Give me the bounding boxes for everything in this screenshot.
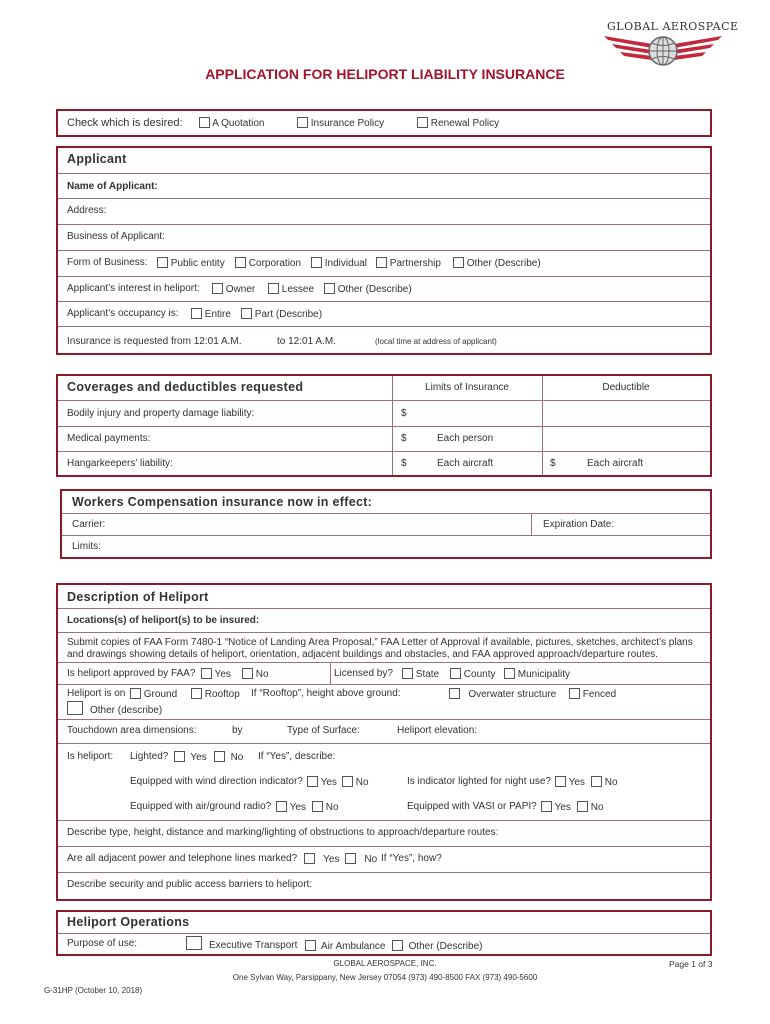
individual-checkbox[interactable] xyxy=(311,257,322,268)
bodily-injury-dollar: $ xyxy=(401,408,407,419)
radio-no-checkbox[interactable] xyxy=(312,801,323,812)
other-interest-label: Other (Describe) xyxy=(337,284,412,295)
medical-payments-label: Medical payments: xyxy=(67,433,151,444)
address-label: Address: xyxy=(67,205,107,216)
lighted-label: Lighted? xyxy=(130,751,169,762)
lighted-yes-checkbox[interactable] xyxy=(174,751,185,762)
medical-dollar: $ xyxy=(401,433,407,444)
power-yes-label: Yes xyxy=(323,854,340,865)
vasi-no-label: No xyxy=(590,802,604,813)
night-no-label: No xyxy=(604,777,618,788)
air-ambulance-label: Air Ambulance xyxy=(321,941,386,952)
operations-heading: Heliport Operations xyxy=(67,915,190,929)
coverages-heading: Coverages and deductibles requested xyxy=(67,380,304,394)
faa-no-label: No xyxy=(255,669,269,680)
faa-no-checkbox[interactable] xyxy=(242,668,253,679)
partnership-checkbox[interactable] xyxy=(376,257,387,268)
executive-transport-checkbox[interactable] xyxy=(186,936,202,950)
owner-label: Owner xyxy=(225,284,256,295)
overwater-label: Overwater structure xyxy=(468,689,557,700)
county-label: County xyxy=(463,669,496,680)
vasi-yes-checkbox[interactable] xyxy=(541,801,552,812)
hangarkeepers-label: Hangarkeepers’ liability: xyxy=(67,458,173,469)
touchdown-label: Touchdown area dimensions: xyxy=(67,725,197,736)
renewal-checkbox[interactable] xyxy=(417,117,428,128)
night-yes-label: Yes xyxy=(568,777,585,788)
power-lines-label: Are all adjacent power and telephone lines marked? xyxy=(67,853,298,864)
wind-no-label: No xyxy=(355,777,369,788)
limits-label: Limits: xyxy=(72,541,101,552)
interest-label: Applicant’s interest in heliport: xyxy=(67,283,200,294)
public-entity-checkbox[interactable] xyxy=(157,257,168,268)
vasi-no-checkbox[interactable] xyxy=(577,801,588,812)
bodily-injury-label: Bodily injury and property damage liability: xyxy=(67,408,255,419)
hangar-deductible-dollar: $ xyxy=(550,458,556,469)
other-location-checkbox[interactable] xyxy=(67,701,83,715)
power-yes-checkbox[interactable] xyxy=(304,853,315,864)
part-label: Part (Describe) xyxy=(254,309,323,320)
overwater-checkbox[interactable] xyxy=(449,688,460,699)
brand-name: GLOBAL AEROSPACE xyxy=(607,20,739,33)
partnership-label: Partnership xyxy=(389,258,441,269)
wind-no-checkbox[interactable] xyxy=(342,776,353,787)
part-checkbox[interactable] xyxy=(241,308,252,319)
power-no-checkbox[interactable] xyxy=(345,853,356,864)
rooftop-label: Rooftop xyxy=(204,689,240,700)
limits-column-header: Limits of Insurance xyxy=(425,382,509,393)
by-label: by xyxy=(232,725,243,736)
other-business-label: Other (Describe) xyxy=(466,258,541,269)
lessee-label: Lessee xyxy=(281,284,315,295)
period-from-label: Insurance is requested from 12:01 A.M. xyxy=(67,336,242,347)
faa-yes-checkbox[interactable] xyxy=(201,668,212,679)
elevation-label: Heliport elevation: xyxy=(397,725,478,736)
lessee-checkbox[interactable] xyxy=(268,283,279,294)
air-ambulance-checkbox[interactable] xyxy=(305,940,316,951)
if-yes-how-label: If “Yes”, how? xyxy=(381,853,442,864)
municipality-label: Municipality xyxy=(517,669,571,680)
night-no-checkbox[interactable] xyxy=(591,776,602,787)
policy-label: Insurance Policy xyxy=(310,118,385,129)
other-use-checkbox[interactable] xyxy=(392,940,403,951)
ground-checkbox[interactable] xyxy=(130,688,141,699)
deductible-column-header: Deductible xyxy=(602,382,650,393)
vasi-yes-label: Yes xyxy=(554,802,571,813)
page-title: APPLICATION FOR HELIPORT LIABILITY INSURANCE xyxy=(205,66,565,82)
period-note: (local time at address of applicant) xyxy=(375,337,497,346)
period-to-label: to 12:01 A.M. xyxy=(277,336,336,347)
rooftop-height-label: If “Rooftop”, height above ground: xyxy=(251,688,401,699)
business-label: Business of Applicant: xyxy=(67,231,165,242)
public-entity-label: Public entity xyxy=(170,258,225,269)
corporation-checkbox[interactable] xyxy=(235,257,246,268)
footer-company: GLOBAL AEROSPACE, INC. xyxy=(333,959,437,968)
fenced-checkbox[interactable] xyxy=(569,688,580,699)
name-of-applicant-label: Name of Applicant: xyxy=(67,181,158,192)
hangar-limit-dollar: $ xyxy=(401,458,407,469)
state-checkbox[interactable] xyxy=(402,668,413,679)
each-person-label: Each person xyxy=(437,433,494,444)
footer-address: One Sylvan Way, Parsippany, New Jersey 07054 (973) 490-8500 FAX (973) 490-5600 xyxy=(232,973,538,982)
power-no-label: No xyxy=(364,854,378,865)
occupancy-label: Applicant’s occupancy is: xyxy=(67,308,179,319)
heliport-heading: Description of Heliport xyxy=(67,590,209,604)
corporation-label: Corporation xyxy=(248,258,302,269)
security-label: Describe security and public access barriers to heliport: xyxy=(67,879,313,890)
wind-yes-checkbox[interactable] xyxy=(307,776,318,787)
policy-checkbox[interactable] xyxy=(297,117,308,128)
owner-checkbox[interactable] xyxy=(212,283,223,294)
entire-checkbox[interactable] xyxy=(191,308,202,319)
purpose-label: Purpose of use: xyxy=(67,938,138,949)
carrier-label: Carrier: xyxy=(72,519,106,530)
individual-label: Individual xyxy=(324,258,368,269)
deductible-each-aircraft-label: Each aircraft xyxy=(587,458,644,469)
form-id: G-31HP (October 10, 2018) xyxy=(44,986,143,995)
radio-yes-checkbox[interactable] xyxy=(276,801,287,812)
night-lighting-label: Is indicator lighted for night use? xyxy=(407,776,551,787)
radio-no-label: No xyxy=(325,802,339,813)
fenced-label: Fenced xyxy=(582,689,617,700)
entire-label: Entire xyxy=(204,309,231,320)
workers-comp-heading: Workers Compensation insurance now in effect: xyxy=(72,495,373,509)
surface-label: Type of Surface: xyxy=(287,725,360,736)
form-of-business-label: Form of Business: xyxy=(67,257,148,268)
locations-label: Locations(s) of heliport(s) to be insured: xyxy=(67,615,260,626)
other-use-label: Other (Describe) xyxy=(408,941,483,952)
other-interest-checkbox[interactable] xyxy=(324,283,335,294)
licensed-by-label: Licensed by? xyxy=(334,668,393,679)
vasi-label: Equipped with VASI or PAPI? xyxy=(407,801,537,812)
other-business-checkbox[interactable] xyxy=(453,257,464,268)
page-number: Page 1 of 3 xyxy=(669,959,713,969)
heliport-on-label: Heliport is on xyxy=(67,688,126,699)
if-yes-describe-label: If “Yes”, describe: xyxy=(258,751,336,762)
lighted-no-label: No xyxy=(230,752,244,763)
lighted-no-checkbox[interactable] xyxy=(214,751,225,762)
obstructions-label: Describe type, height, distance and marking/lighting of obstructions to approach/departure routes: xyxy=(67,827,499,838)
quotation-label: A Quotation xyxy=(212,118,265,129)
state-label: State xyxy=(415,669,440,680)
other-describe-label: Other (describe) xyxy=(90,705,163,716)
executive-transport-label: Executive Transport xyxy=(209,940,298,951)
submit-instructions-line1: Submit copies of FAA Form 7480-1 “Notice of Landing Area Proposal,” FAA Letter of Approval if available, pictures, sketches, architect’s plans xyxy=(67,637,693,648)
globe-wings-logo-icon xyxy=(604,32,722,70)
county-checkbox[interactable] xyxy=(450,668,461,679)
hangar-each-aircraft-label: Each aircraft xyxy=(437,458,494,469)
radio-label: Equipped with air/ground radio? xyxy=(130,801,272,812)
wind-indicator-label: Equipped with wind direction indicator? xyxy=(130,776,303,787)
radio-yes-label: Yes xyxy=(289,802,306,813)
applicant-heading: Applicant xyxy=(67,152,127,166)
faa-approved-label: Is heliport approved by FAA? xyxy=(67,668,196,679)
desired-label: Check which is desired: xyxy=(67,117,183,129)
municipality-checkbox[interactable] xyxy=(504,668,515,679)
ground-label: Ground xyxy=(143,689,178,700)
is-heliport-label: Is heliport: xyxy=(67,751,114,762)
night-yes-checkbox[interactable] xyxy=(555,776,566,787)
quotation-checkbox[interactable] xyxy=(199,117,210,128)
rooftop-checkbox[interactable] xyxy=(191,688,202,699)
wind-yes-label: Yes xyxy=(320,777,337,788)
faa-yes-label: Yes xyxy=(214,669,231,680)
lighted-yes-label: Yes xyxy=(190,752,207,763)
submit-instructions-line2: and drawings showing details of heliport, orientation, adjacent buildings and obstacles, and FAA approved approach/departure routes. xyxy=(67,649,658,660)
renewal-label: Renewal Policy xyxy=(430,118,500,129)
expiration-date-label: Expiration Date: xyxy=(543,519,615,530)
